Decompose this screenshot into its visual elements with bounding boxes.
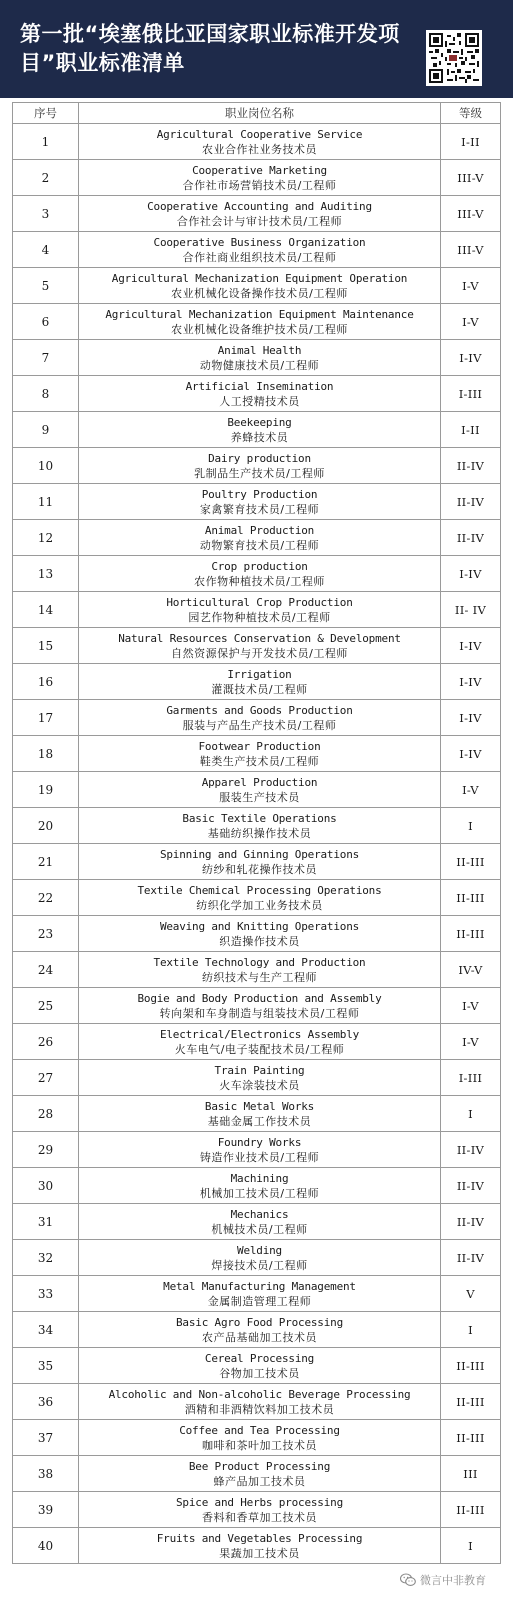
occupation-name-chinese: 果蔬加工技术员 — [219, 1546, 300, 1560]
occupation-name-cell — [79, 628, 441, 664]
wechat-icon — [400, 1573, 416, 1587]
table-row — [13, 808, 501, 844]
occupation-name-english: Basic Textile Operations — [182, 811, 337, 825]
table-row — [13, 376, 501, 412]
table-row — [13, 160, 501, 196]
row-number: 18 — [13, 736, 79, 772]
row-number: 29 — [13, 1132, 79, 1168]
header-banner — [0, 0, 513, 98]
row-number: 27 — [13, 1060, 79, 1096]
occupation-name-cell — [79, 1348, 441, 1384]
table-row — [13, 844, 501, 880]
level-cell: II-III — [441, 1420, 501, 1456]
level-cell: I-IV — [441, 628, 501, 664]
occupation-name-chinese: 农作物种植技术员/工程师 — [194, 574, 325, 588]
occupation-name-chinese: 乳制品生产技术员/工程师 — [194, 466, 325, 480]
occupation-name-chinese: 动物繁育技术员/工程师 — [199, 538, 320, 552]
level-cell: II-III — [441, 844, 501, 880]
occupation-name-cell — [79, 1312, 441, 1348]
table-row — [13, 916, 501, 952]
column-header-level: 等级 — [441, 103, 501, 124]
occupation-name-english: Spice and Herbs processing — [176, 1495, 343, 1509]
standards-table — [12, 102, 501, 1564]
occupation-name-chinese: 合作社商业组织技术员/工程师 — [182, 250, 337, 264]
table-row — [13, 556, 501, 592]
occupation-name-english: Metal Manufacturing Management — [163, 1279, 356, 1293]
occupation-name-cell — [79, 160, 441, 196]
level-cell: I-V — [441, 988, 501, 1024]
row-number: 22 — [13, 880, 79, 916]
table-row — [13, 1456, 501, 1492]
table-row — [13, 1060, 501, 1096]
occupation-name-english: Spinning and Ginning Operations — [159, 847, 360, 861]
occupation-name-english: Cooperative Business Organization — [153, 235, 366, 249]
table-row — [13, 1132, 501, 1168]
occupation-name-cell — [79, 880, 441, 916]
table-row — [13, 1528, 501, 1564]
occupation-name-english: Natural Resources Conservation & Development — [118, 631, 401, 645]
occupation-name-chinese: 合作社会计与审计技术员/工程师 — [176, 214, 343, 228]
column-header-number: 序号 — [13, 103, 79, 124]
table-row — [13, 1384, 501, 1420]
level-cell: II-IV — [441, 484, 501, 520]
level-cell: III-V — [441, 160, 501, 196]
table-row — [13, 1168, 501, 1204]
occupation-name-english: Beekeeping — [227, 415, 292, 429]
occupation-name-chinese: 转向架和车身制造与组装技术员/工程师 — [159, 1006, 360, 1020]
occupation-name-cell — [79, 592, 441, 628]
occupation-name-chinese: 纺织化学加工业务技术员 — [196, 898, 323, 912]
table-row — [13, 124, 501, 160]
level-cell: II-IV — [441, 1132, 501, 1168]
level-cell: I-III — [441, 376, 501, 412]
level-cell: I — [441, 1312, 501, 1348]
page-title: 第一批“埃塞俄比亚国家职业标准开发项目”职业标准清单 — [20, 22, 400, 75]
level-cell: II-III — [441, 1492, 501, 1528]
row-number: 39 — [13, 1492, 79, 1528]
level-cell: I-V — [441, 268, 501, 304]
occupation-name-chinese: 服装生产技术员 — [219, 790, 300, 804]
level-cell: II-IV — [441, 520, 501, 556]
level-cell: I-V — [441, 304, 501, 340]
table-row — [13, 592, 501, 628]
occupation-name-chinese: 铸造作业技术员/工程师 — [199, 1150, 320, 1164]
occupation-name-cell — [79, 700, 441, 736]
occupation-name-english: Apparel Production — [201, 775, 318, 789]
row-number: 6 — [13, 304, 79, 340]
row-number: 12 — [13, 520, 79, 556]
level-cell: I — [441, 1528, 501, 1564]
row-number: 25 — [13, 988, 79, 1024]
table-row — [13, 1096, 501, 1132]
occupation-name-english: Animal Production — [204, 523, 315, 537]
occupation-name-chinese: 农业机械化设备操作技术员/工程师 — [171, 286, 348, 300]
occupation-name-cell — [79, 232, 441, 268]
row-number: 36 — [13, 1384, 79, 1420]
occupation-name-cell — [79, 844, 441, 880]
qr-code-icon — [426, 30, 482, 86]
occupation-name-cell — [79, 1096, 441, 1132]
occupation-name-english: Textile Technology and Production — [153, 955, 366, 969]
level-cell: I-V — [441, 1024, 501, 1060]
level-cell: IV-V — [441, 952, 501, 988]
row-number: 38 — [13, 1456, 79, 1492]
occupation-name-english: Fruits and Vegetables Processing — [156, 1531, 363, 1545]
table-row — [13, 1204, 501, 1240]
occupation-name-english: Electrical/Electronics Assembly — [159, 1027, 360, 1041]
occupation-name-chinese: 焊接技术员/工程师 — [211, 1258, 308, 1272]
occupation-name-cell — [79, 556, 441, 592]
row-number: 40 — [13, 1528, 79, 1564]
occupation-name-cell — [79, 448, 441, 484]
table-row — [13, 268, 501, 304]
level-cell: I-IV — [441, 736, 501, 772]
occupation-name-cell — [79, 124, 441, 160]
watermark — [400, 1570, 486, 1590]
occupation-name-chinese: 谷物加工技术员 — [219, 1366, 300, 1380]
level-cell: II-IV — [441, 1240, 501, 1276]
occupation-name-english: Machining — [230, 1171, 289, 1185]
occupation-name-chinese: 咖啡和茶叶加工技术员 — [202, 1438, 317, 1452]
level-cell: I-III — [441, 1060, 501, 1096]
occupation-name-cell — [79, 1168, 441, 1204]
row-number: 31 — [13, 1204, 79, 1240]
row-number: 11 — [13, 484, 79, 520]
occupation-name-chinese: 金属制造管理工程师 — [207, 1294, 312, 1308]
row-number: 2 — [13, 160, 79, 196]
occupation-name-cell — [79, 1276, 441, 1312]
row-number: 34 — [13, 1312, 79, 1348]
occupation-name-chinese: 鞋类生产技术员/工程师 — [199, 754, 320, 768]
occupation-name-cell — [79, 1060, 441, 1096]
table-row — [13, 1240, 501, 1276]
row-number: 28 — [13, 1096, 79, 1132]
occupation-name-english: Foundry Works — [217, 1135, 302, 1149]
occupation-name-english: Basic Metal Works — [204, 1099, 315, 1113]
occupation-name-chinese: 基础纺织操作技术员 — [207, 826, 312, 840]
table-row — [13, 1348, 501, 1384]
level-cell: I-IV — [441, 664, 501, 700]
occupation-name-english: Welding — [237, 1243, 282, 1257]
table-body — [13, 124, 501, 1564]
table-row — [13, 232, 501, 268]
occupation-name-chinese: 灌溉技术员/工程师 — [211, 682, 308, 696]
occupation-name-cell — [79, 1492, 441, 1528]
table-row — [13, 448, 501, 484]
occupation-name-cell — [79, 1420, 441, 1456]
occupation-name-english: Textile Chemical Processing Operations — [137, 883, 382, 897]
level-cell: II-III — [441, 1348, 501, 1384]
occupation-name-english: Cereal Processing — [204, 1351, 315, 1365]
level-cell: II-III — [441, 916, 501, 952]
occupation-name-english: Crop production — [211, 559, 308, 573]
occupation-name-english: Coffee and Tea Processing — [179, 1423, 340, 1437]
occupation-name-english: Agricultural Mechanization Equipment Operation — [111, 271, 408, 285]
row-number: 14 — [13, 592, 79, 628]
table-row — [13, 1312, 501, 1348]
occupation-name-cell — [79, 952, 441, 988]
table-row — [13, 304, 501, 340]
level-cell: I-V — [441, 772, 501, 808]
occupation-name-english: Cooperative Accounting and Auditing — [147, 199, 372, 213]
occupation-name-english: Bee Product Processing — [188, 1459, 331, 1473]
occupation-name-english: Alcoholic and Non-alcoholic Beverage Processing — [108, 1387, 411, 1401]
row-number: 17 — [13, 700, 79, 736]
level-cell: II- IV — [441, 592, 501, 628]
level-cell: I — [441, 1096, 501, 1132]
table-row — [13, 412, 501, 448]
level-cell: III-V — [441, 232, 501, 268]
occupation-name-english: Artificial Insemination — [185, 379, 334, 393]
level-cell: I-IV — [441, 556, 501, 592]
row-number: 24 — [13, 952, 79, 988]
occupation-name-cell — [79, 1456, 441, 1492]
occupation-name-chinese: 人工授精技术员 — [219, 394, 300, 408]
occupation-name-cell — [79, 1132, 441, 1168]
occupation-name-chinese: 家禽繁育技术员/工程师 — [199, 502, 320, 516]
occupation-name-cell — [79, 808, 441, 844]
occupation-name-chinese: 酒精和非酒精饮料加工技术员 — [184, 1402, 335, 1416]
row-number: 23 — [13, 916, 79, 952]
occupation-name-cell — [79, 1384, 441, 1420]
row-number: 13 — [13, 556, 79, 592]
level-cell: I — [441, 808, 501, 844]
occupation-name-cell — [79, 1240, 441, 1276]
occupation-name-cell — [79, 736, 441, 772]
occupation-name-cell — [79, 916, 441, 952]
occupation-name-chinese: 园艺作物种植技术员/工程师 — [188, 610, 331, 624]
occupation-name-chinese: 服装与产品生产技术员/工程师 — [182, 718, 337, 732]
table-row — [13, 628, 501, 664]
occupation-name-english: Irrigation — [227, 667, 292, 681]
occupation-name-cell — [79, 340, 441, 376]
occupation-name-chinese: 养蜂技术员 — [230, 430, 289, 444]
level-cell: I-IV — [441, 700, 501, 736]
occupation-name-cell — [79, 268, 441, 304]
occupation-name-chinese: 动物健康技术员/工程师 — [199, 358, 320, 372]
occupation-name-cell — [79, 412, 441, 448]
occupation-name-english: Mechanics — [230, 1207, 289, 1221]
occupation-name-chinese: 农业合作社业务技术员 — [202, 142, 317, 156]
table-row — [13, 952, 501, 988]
occupation-name-english: Agricultural Mechanization Equipment Maintenance — [105, 307, 414, 321]
table-row — [13, 736, 501, 772]
occupation-name-english: Garments and Goods Production — [166, 703, 353, 717]
occupation-name-cell — [79, 304, 441, 340]
row-number: 10 — [13, 448, 79, 484]
table-row — [13, 1420, 501, 1456]
occupation-name-cell — [79, 1528, 441, 1564]
table-row — [13, 772, 501, 808]
table-row — [13, 988, 501, 1024]
occupation-name-english: Weaving and Knitting Operations — [159, 919, 360, 933]
table-header-row — [13, 103, 501, 124]
table-row — [13, 340, 501, 376]
table-row — [13, 1024, 501, 1060]
watermark-text: 微言中非教育 — [420, 1574, 486, 1587]
occupation-name-chinese: 农产品基础加工技术员 — [202, 1330, 317, 1344]
occupation-name-chinese: 香料和香草加工技术员 — [202, 1510, 317, 1524]
table-row — [13, 196, 501, 232]
occupation-name-chinese: 蜂产品加工技术员 — [213, 1474, 306, 1488]
row-number: 33 — [13, 1276, 79, 1312]
row-number: 1 — [13, 124, 79, 160]
occupation-name-english: Footwear Production — [198, 739, 321, 753]
occupation-name-chinese: 农业机械化设备维护技术员/工程师 — [171, 322, 348, 336]
occupation-name-chinese: 合作社市场营销技术员/工程师 — [182, 178, 337, 192]
occupation-name-cell — [79, 1204, 441, 1240]
occupation-name-chinese: 机械技术员/工程师 — [211, 1222, 308, 1236]
occupation-name-cell — [79, 376, 441, 412]
row-number: 19 — [13, 772, 79, 808]
row-number: 16 — [13, 664, 79, 700]
row-number: 21 — [13, 844, 79, 880]
occupation-name-english: Basic Agro Food Processing — [176, 1315, 343, 1329]
level-cell: II-IV — [441, 448, 501, 484]
occupation-name-english: Train Painting — [214, 1063, 305, 1077]
occupation-name-cell — [79, 664, 441, 700]
level-cell: V — [441, 1276, 501, 1312]
row-number: 3 — [13, 196, 79, 232]
occupation-name-english: Bogie and Body Production and Assembly — [137, 991, 382, 1005]
occupation-name-cell — [79, 772, 441, 808]
level-cell: I-IV — [441, 340, 501, 376]
occupation-name-chinese: 火车涂装技术员 — [219, 1078, 300, 1092]
occupation-name-chinese: 基础金属工作技术员 — [207, 1114, 312, 1128]
occupation-name-chinese: 自然资源保护与开发技术员/工程师 — [171, 646, 348, 660]
level-cell: III-V — [441, 196, 501, 232]
level-cell: III — [441, 1456, 501, 1492]
level-cell: II-IV — [441, 1168, 501, 1204]
row-number: 15 — [13, 628, 79, 664]
occupation-name-english: Agricultural Cooperative Service — [156, 127, 363, 141]
row-number: 35 — [13, 1348, 79, 1384]
occupation-name-cell — [79, 520, 441, 556]
level-cell: I-II — [441, 412, 501, 448]
occupation-name-english: Dairy production — [208, 451, 311, 465]
row-number: 8 — [13, 376, 79, 412]
table-row — [13, 1492, 501, 1528]
row-number: 7 — [13, 340, 79, 376]
row-number: 4 — [13, 232, 79, 268]
occupation-name-chinese: 织造操作技术员 — [219, 934, 300, 948]
table-row — [13, 1276, 501, 1312]
level-cell: II-III — [441, 880, 501, 916]
table-row — [13, 700, 501, 736]
occupation-name-chinese: 机械加工技术员/工程师 — [199, 1186, 320, 1200]
row-number: 5 — [13, 268, 79, 304]
occupation-name-chinese: 火车电气/电子装配技术员/工程师 — [174, 1042, 345, 1056]
occupation-name-chinese: 纺纱和轧花操作技术员 — [202, 862, 317, 876]
level-cell: I-II — [441, 124, 501, 160]
table-row — [13, 484, 501, 520]
column-header-name: 职业岗位名称 — [79, 103, 441, 124]
occupation-name-english: Animal Health — [217, 343, 302, 357]
table-row — [13, 664, 501, 700]
occupation-name-chinese: 纺织技术与生产工程师 — [202, 970, 317, 984]
row-number: 32 — [13, 1240, 79, 1276]
row-number: 26 — [13, 1024, 79, 1060]
level-cell: II-III — [441, 1384, 501, 1420]
occupation-name-cell — [79, 988, 441, 1024]
occupation-name-english: Horticultural Crop Production — [166, 595, 353, 609]
row-number: 37 — [13, 1420, 79, 1456]
row-number: 9 — [13, 412, 79, 448]
occupation-name-cell — [79, 484, 441, 520]
level-cell: II-IV — [441, 1204, 501, 1240]
occupation-name-english: Poultry Production — [201, 487, 318, 501]
table-row — [13, 520, 501, 556]
row-number: 20 — [13, 808, 79, 844]
row-number: 30 — [13, 1168, 79, 1204]
occupation-name-cell — [79, 1024, 441, 1060]
table-row — [13, 880, 501, 916]
occupation-name-cell — [79, 196, 441, 232]
occupation-name-english: Cooperative Marketing — [192, 163, 327, 177]
